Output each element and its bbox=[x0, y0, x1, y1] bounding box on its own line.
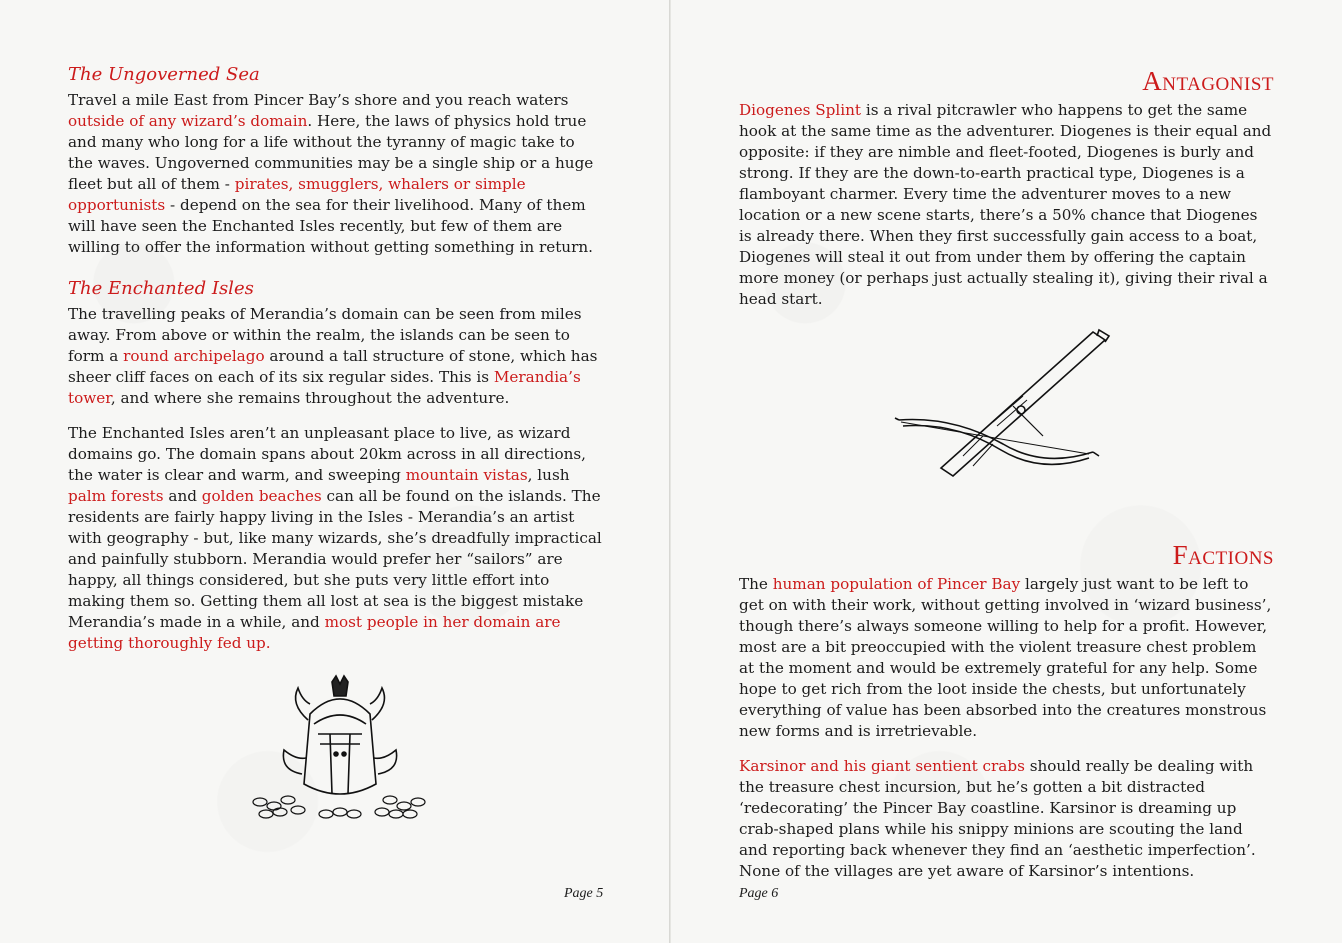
heading-factions: Factions bbox=[1172, 540, 1274, 570]
page-number-right: Page 6 bbox=[739, 886, 779, 901]
highlight-palm-forests: palm forests bbox=[68, 487, 164, 505]
text: - depend on the sea for their livelihood. Many of them will have seen the Enchanted Isles recently, but few of them are willing to offer the information without getting something in return. bbox=[68, 196, 593, 256]
highlight-golden-beaches: golden beaches bbox=[201, 487, 322, 505]
left-column bbox=[68, 62, 603, 668]
highlight-fed-up: most people in her domain are getting thoroughly fed up. bbox=[68, 613, 561, 652]
text: The Enchanted Isles aren’t an unpleasant place to live, as wizard domains go. The domain spans about 20km across in all directions, the water is clear and warm, and sweeping bbox=[68, 424, 586, 484]
highlight-pirates: pirates, smugglers, whalers or simple opportunists bbox=[68, 175, 526, 214]
text: , and where she remains throughout the adventure. bbox=[110, 389, 510, 407]
heading-enchanted-isles: The Enchanted Isles bbox=[68, 278, 254, 299]
paragraph-enchanted-isles-2 bbox=[68, 423, 603, 654]
text: can all be found on the islands. The residents are fairly happy living in the Isles - Merandia’s an artist with geography - but, like many wizards, she’s dreadfully impractical and painfully stubborn. Merandia would prefer her “sailors” are happy, all things considered, but she puts very little effort into making them so. Getting them all lost at sea is the biggest mistake Merandia’s made in a while, and bbox=[68, 487, 602, 631]
crossbow-illustration bbox=[893, 326, 1133, 484]
paragraph-enchanted-isles-1 bbox=[68, 304, 603, 409]
highlight-diogenes-splint: Diogenes Splint bbox=[739, 101, 862, 119]
heading-ungoverned-sea: The Ungoverned Sea bbox=[68, 64, 260, 85]
paragraph-factions-2 bbox=[739, 756, 1274, 882]
text: largely just want to be left to get on with their work, without getting involved in ‘wizard business’, though there’s always someone willing to help for a profit. However, most are a bit preoccupied with the violent treasure chest problem at the moment and would be extremely grateful for any help. Some hope to get rich from the loot inside the chests, but unfortunately everything of value has been absorbed into the creatures monstrous new forms and is irretrievable. bbox=[739, 575, 1272, 740]
text: around a tall structure of stone, which has sheer cliff faces on each of its six regular sides. This is bbox=[68, 347, 598, 386]
text: The bbox=[739, 575, 773, 593]
page-left bbox=[0, 0, 670, 943]
helmet-illustration bbox=[240, 674, 440, 824]
page-number-left: Page 5 bbox=[564, 886, 604, 901]
paragraph-ungoverned-sea bbox=[68, 90, 603, 258]
highlight-human-population: human population of Pincer Bay bbox=[772, 575, 1021, 593]
text: . Here, the laws of physics hold true and many who long for a life without the tyranny of magic take to the waves. Ungoverned communities may be a single ship or a huge fleet but all of them - bbox=[68, 112, 594, 193]
highlight-round-archipelago: round archipelago bbox=[123, 347, 265, 365]
paragraph-factions-1 bbox=[739, 574, 1274, 742]
text: Travel a mile East from Pincer Bay’s shore and you reach waters bbox=[68, 91, 569, 109]
heading-antagonist: Antagonist bbox=[1142, 66, 1274, 96]
text: The travelling peaks of Merandia’s domain can be seen from miles away. From above or within the realm, the islands can be seen to form a bbox=[68, 305, 582, 365]
right-column-top bbox=[739, 66, 1274, 324]
text: is a rival pitcrawler who happens to get the same hook at the same time as the adventurer. Diogenes is their equal and opposite: if they are nimble and fleet-footed, Diogenes is burly and strong. If they are the down-to-earth practical type, Diogenes is a flamboyant charmer. Every time the adventurer moves to a new location or a new scene starts, there’s a 50% chance that Diogenes is already there. When they first successfully gain access to a boat, Diogenes will steal it out from under them by offering the captain more money (or perhaps just actually stealing it), giving their rival a head start. bbox=[739, 101, 1272, 308]
highlight-merandia-tower: Merandia’s tower bbox=[68, 368, 581, 407]
highlight-outside-domain: outside of any wizard’s domain bbox=[68, 112, 308, 130]
highlight-mountain-vistas: mountain vistas bbox=[405, 466, 528, 484]
text: , lush bbox=[527, 466, 570, 484]
paragraph-antagonist bbox=[739, 100, 1274, 310]
highlight-karsinor: Karsinor and his giant sentient crabs bbox=[739, 757, 1025, 775]
right-column-bottom bbox=[739, 540, 1274, 896]
text: and bbox=[163, 487, 202, 505]
page-right bbox=[670, 0, 1342, 943]
text: should really be dealing with the treasure chest incursion, but he’s gotten a bit distracted ‘redecorating’ the Pincer Bay coastline. Karsinor is dreaming up crab-shaped plans while his snippy minions are scouting the land and reporting back whenever they find an ‘aesthetic imperfection’. None of the villages are yet aware of Karsinor’s intentions. bbox=[739, 757, 1256, 880]
